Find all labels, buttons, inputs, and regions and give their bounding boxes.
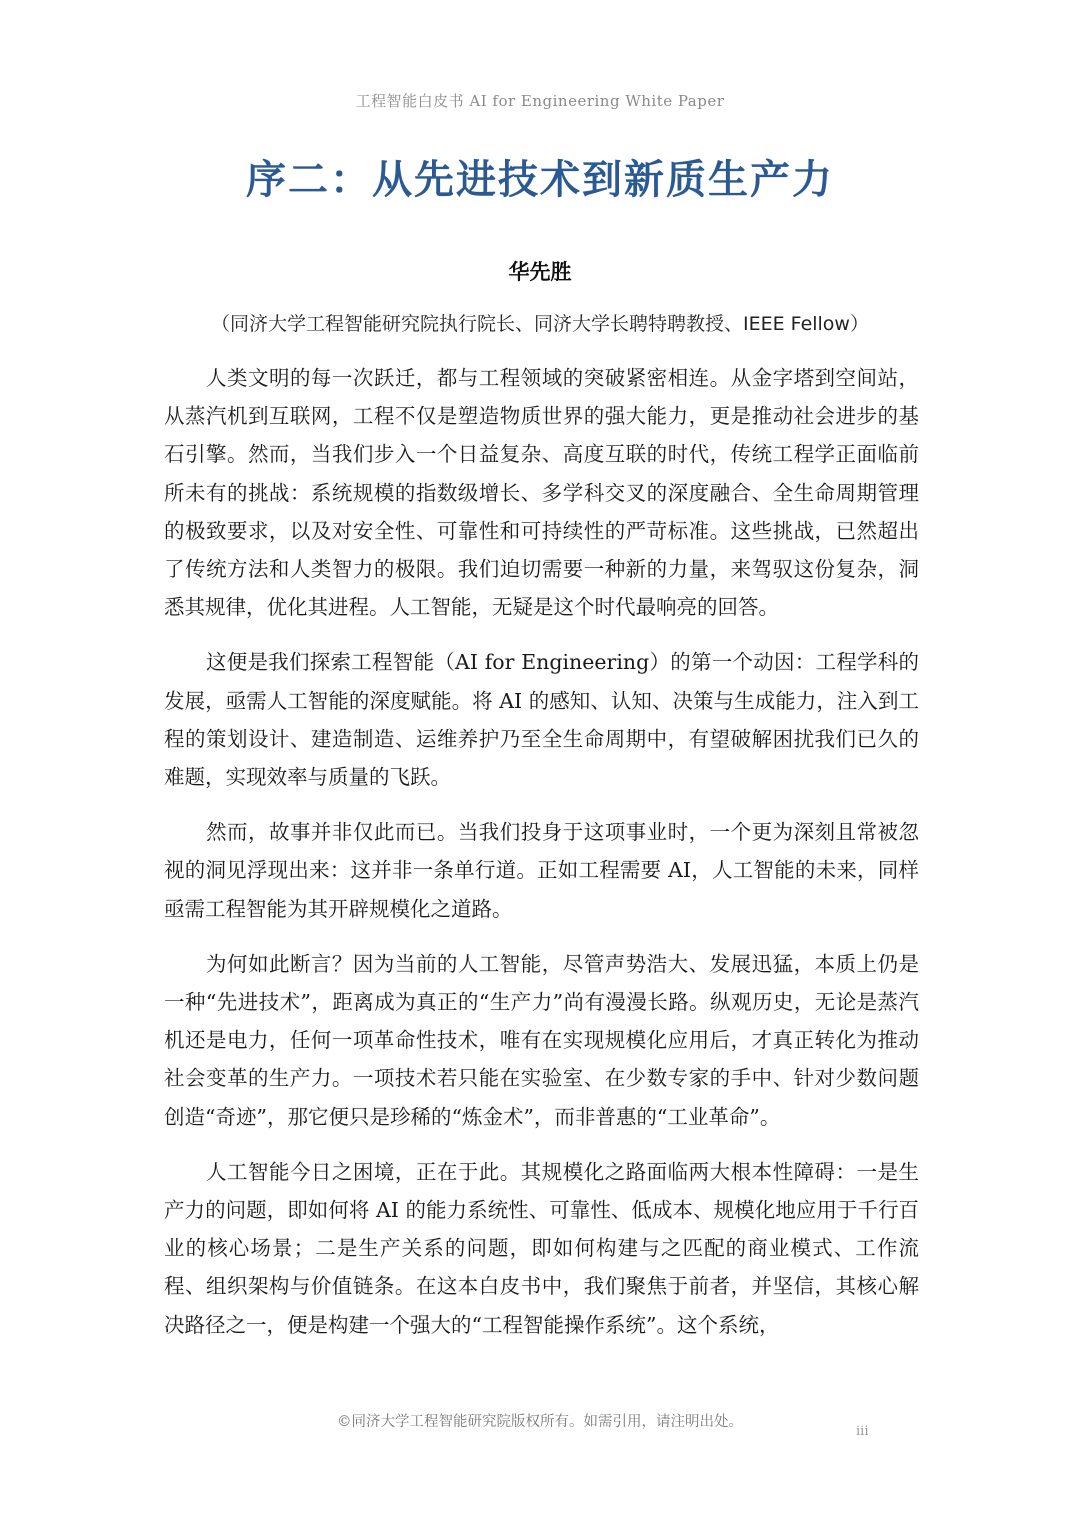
paragraph-3: 然而，故事并非仅此而已。当我们投身于这项事业时，一个更为深刻且常被忽视的洞见浮现出来：这并非一条单行道。正如工程需要 AI，人工智能的未来，同样亟需工程智能为其开辟规模化之道路。 [164, 820, 919, 921]
paragraph-5: 人工智能今日之困境，正在于此。其规模化之路面临两大根本性障碍：一是生产力的问题，即如何将 AI 的能力系统性、可靠性、低成本、规模化地应用于千行百业的核心场景；二是生产关系的问题，即如何构建与之匹配的商业模式、工作流程、组织架构与价值链条。在这本白皮书中，我们聚焦于前者，并坚信，其核心解决路径之一，便是构建一个强大的“工程智能操作系统”。这个系统， [164, 1159, 919, 1337]
paragraph-2: 这便是我们探索工程智能（AI for Engineering）的第一个动因：工程学科的发展，亟需人工智能的深度赋能。将 AI 的感知、认知、决策与生成能力，注入到工程的策划设计、建造制造、运维养护乃至全生命周期中，有望破解困扰我们已久的难题，实现效率与质量的飞跃。 [164, 650, 919, 790]
running-header: 工程智能白皮书 AI for Engineering White Paper [355, 92, 725, 110]
author-name: 华先胜 [508, 260, 572, 284]
copyright-footer: ©同济大学工程智能研究院版权所有。如需引用，请注明出处。 [337, 1414, 743, 1430]
page-number: iii [856, 1424, 869, 1439]
page-title: 序二：从先进技术到新质生产力 [246, 157, 834, 203]
body-text [164, 359, 919, 1361]
paragraph-4: 为何如此断言？因为当前的人工智能，尽管声势浩大、发展迅猛，本质上仍是一种“先进技术”，距离成为真正的“生产力”尚有漫漫长路。纵观历史，无论是蒸汽机还是电力，任何一项革命性技术，唯有在实现规模化应用后，才真正转化为推动社会变革的生产力。一项技术若只能在实验室、在少数专家的手中、针对少数问题创造“奇迹”，那它便只是珍稀的“炼金术”，而非普惠的“工业革命”。 [164, 951, 919, 1129]
paragraph-1: 人类文明的每一次跃迁，都与工程领域的突破紧密相连。从金字塔到空间站，从蒸汽机到互联网，工程不仅是塑造物质世界的强大能力，更是推动社会进步的基石引擎。然而，当我们步入一个日益复杂、高度互联的时代，传统工程学正面临前所未有的挑战：系统规模的指数级增长、多学科交叉的深度融合、全生命周期管理的极致要求，以及对安全性、可靠性和可持续性的严苛标准。这些挑战，已然超出了传统方法和人类智力的极限。我们迫切需要一种新的力量，来驾驭这份复杂，洞悉其规律，优化其进程。人工智能，无疑是这个时代最响亮的回答。 [164, 366, 919, 620]
author-affiliation: （同济大学工程智能研究院执行院长、同济大学长聘特聘教授、IEEE Fellow） [211, 313, 869, 335]
